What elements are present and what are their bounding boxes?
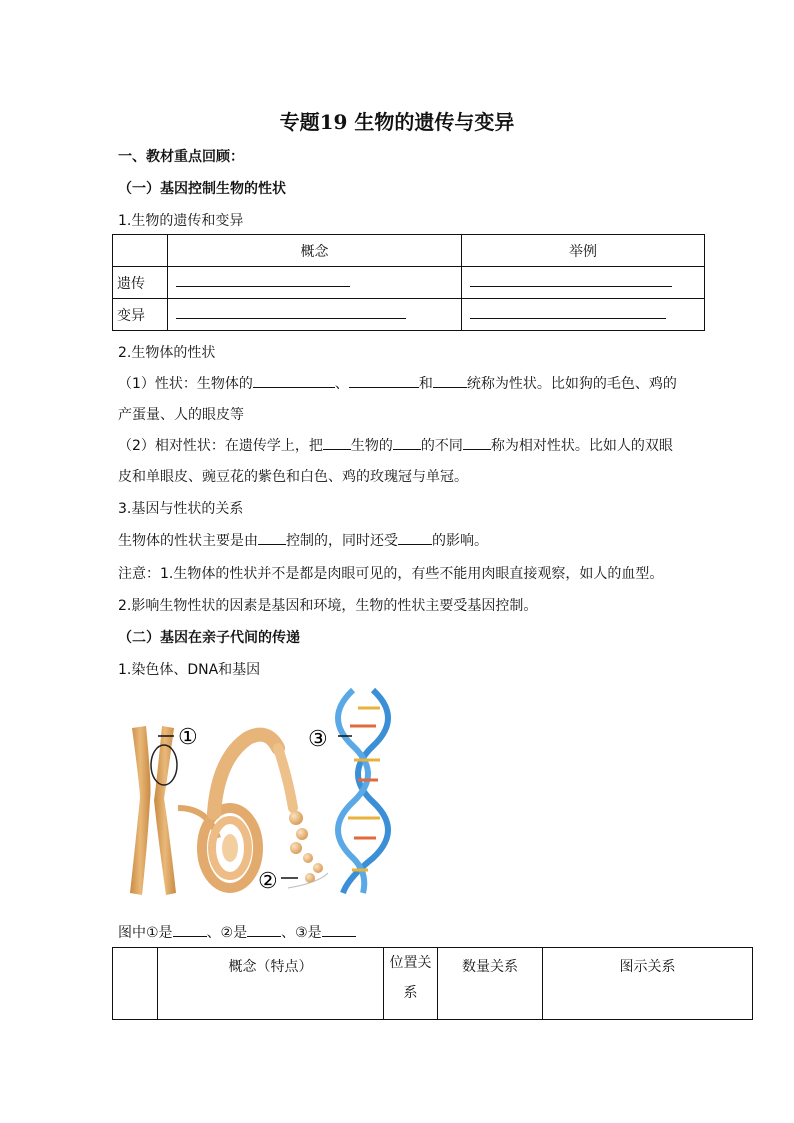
blank-trait-2[interactable] bbox=[349, 373, 419, 388]
paragraph-trait-examples: 产蛋量、人的眼皮等 bbox=[118, 407, 244, 423]
table-row-label-heredity: 遗传 bbox=[113, 267, 168, 299]
heredity-variation-table bbox=[112, 234, 705, 331]
variation-concept-cell[interactable] bbox=[168, 299, 462, 331]
blank-figure-3[interactable] bbox=[322, 922, 356, 937]
table-header-example: 举例 bbox=[462, 235, 705, 267]
table2-header-quantity: 数量关系 bbox=[438, 948, 543, 1020]
heredity-example-cell[interactable] bbox=[462, 267, 705, 299]
figure-label-3: ③ bbox=[308, 727, 328, 752]
paragraph-gene-control: 生物体的性状主要是由 控制的，同时还受 的影响。 bbox=[118, 530, 488, 550]
figure-label-1: ① bbox=[178, 725, 198, 750]
blank-figure-1[interactable] bbox=[173, 922, 207, 937]
figure-question: 图中①是 、②是 、③是 bbox=[118, 922, 356, 942]
table-corner-cell bbox=[113, 235, 168, 267]
table2-header-diagram: 图示关系 bbox=[543, 948, 753, 1020]
blank-trait-1[interactable] bbox=[253, 373, 335, 388]
blank-relative-3[interactable] bbox=[463, 435, 491, 450]
note-line-1: 注意：1.生物体的性状并不是都是肉眼可见的，有些不能用肉眼直接观察，如人的血型。 bbox=[118, 566, 664, 582]
heredity-concept-cell[interactable] bbox=[168, 267, 462, 299]
figure-label-2: ② bbox=[258, 869, 278, 894]
paragraph-trait-definition: （1）性状：生物体的 、 和 统称为性状。比如狗的毛色、鸡的 bbox=[118, 373, 677, 393]
table2-header-concept: 概念（特点） bbox=[158, 948, 384, 1020]
nucleosome-beads-icon bbox=[288, 811, 328, 888]
chromosome-dna-gene-table bbox=[112, 947, 753, 1020]
subsection-heading-inheritance: （二）基因在亲子代间的传递 bbox=[118, 630, 300, 646]
blank-gene-control-1[interactable] bbox=[258, 530, 286, 545]
table-row-label-variation: 变异 bbox=[113, 299, 168, 331]
page-title: 专题19 生物的遗传与变异 bbox=[279, 110, 515, 134]
table2-corner-cell bbox=[113, 948, 158, 1020]
item-chromosome-dna-gene: 1.染色体、DNA和基因 bbox=[118, 662, 261, 678]
coiled-fiber-icon bbox=[178, 735, 293, 888]
blank-gene-control-2[interactable] bbox=[398, 530, 432, 545]
variation-example-cell[interactable] bbox=[462, 299, 705, 331]
chromosome-dna-gene-figure bbox=[118, 688, 403, 900]
blank-figure-2[interactable] bbox=[247, 922, 281, 937]
note-line-2: 2.影响生物性状的因素是基因和环境，生物的性状主要受基因控制。 bbox=[118, 598, 538, 614]
chromosome-icon bbox=[130, 726, 177, 895]
blank-relative-1[interactable] bbox=[323, 435, 351, 450]
paragraph-relative-examples: 皮和单眼皮、豌豆花的紫色和白色、鸡的玫瑰冠与单冠。 bbox=[118, 469, 468, 485]
table2-header-position: 位置关 系 bbox=[384, 948, 438, 1020]
blank-trait-3[interactable] bbox=[433, 373, 467, 388]
subsection-heading-gene-traits: （一）基因控制生物的性状 bbox=[118, 181, 286, 197]
item-heredity-variation: 1.生物的遗传和变异 bbox=[118, 213, 244, 229]
item-gene-trait-relation: 3.基因与性状的关系 bbox=[118, 501, 244, 517]
paragraph-relative-trait: （2）相对性状：在遗传学上，把 生物的 的不同 称为相对性状。比如人的双眼 bbox=[118, 435, 673, 455]
blank-relative-2[interactable] bbox=[393, 435, 421, 450]
item-traits: 2.生物体的性状 bbox=[118, 345, 216, 361]
table-header-concept: 概念 bbox=[168, 235, 462, 267]
dna-helix-icon bbox=[338, 690, 388, 893]
section-heading-review: 一、教材重点回顾： bbox=[118, 149, 244, 165]
